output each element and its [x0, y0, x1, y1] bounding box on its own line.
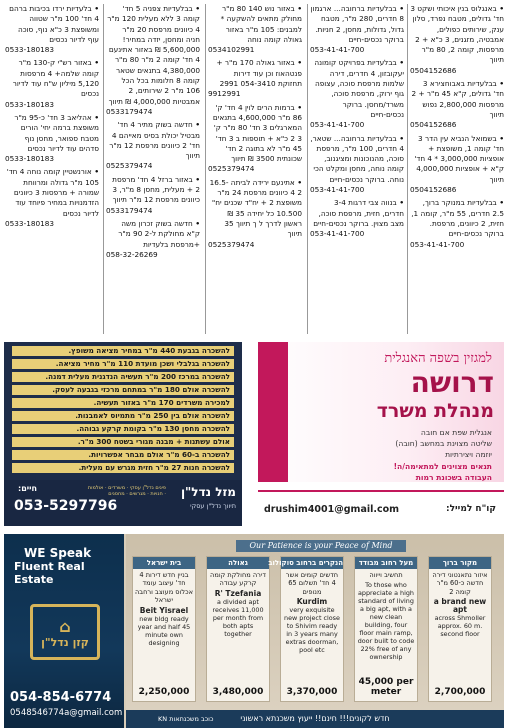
ad-phone: 9912991: [208, 89, 241, 99]
ad-phone: 0504152686: [410, 185, 457, 195]
agency-logo-text: קזן נדל"ן: [41, 636, 89, 649]
ad-phone: 0533179474: [106, 106, 153, 116]
classified-column-2: [310, 4, 404, 336]
contact-label: חיים:: [18, 484, 37, 493]
classifieds-grid: [0, 0, 508, 338]
listing-price: 45,000 per meter: [358, 677, 414, 697]
deal-line: להשכרה בגבעת 440 מ"ר במחיר מציאה משופץ.: [12, 346, 234, 356]
contact-phone: 053-5297796: [14, 498, 118, 514]
agency-services: פינים נדל"ן עסקי · משרדים · אולמות · חנויות · מגרשים · מחסנים: [87, 485, 166, 497]
agency-subtitle: תיווך נדל"ן עסקי: [190, 502, 236, 510]
classified-column-1: [410, 4, 504, 336]
decorative-strip: [258, 342, 288, 482]
deal-line: להשכרה חנות 27 מ"ר חזית מגרש עם מעלית.: [12, 463, 234, 473]
ad-phone: 053-41-41-700: [310, 185, 365, 195]
classified-ad: • בבלעדיות במנוקר ברוך, 2.5 חדרים, 55 מ"ר, קומה 1, חזית, 2 כיוונים, מרפסת. ברוקר נכסים-חיים 053-41-41-700: [410, 198, 504, 249]
mortgage-logo: KN כוכב משכנתאות: [158, 715, 214, 723]
ad-phone: 0533179474: [106, 205, 153, 215]
agency-logo: [30, 604, 100, 660]
listing-text-en: R' Tzefania a divided apt receives 11,000 per month from both apts together: [212, 588, 264, 638]
classified-ad: • בבלעדיות ברחובה... שטאר, 4 חדרים, 100 מ"ר, מרפסת סוכה, מהנוכונות ומציגנוב, קומה נוחה, מחסן ומקלט הכי נוחה. ברוקר נכסים-חיים 053-41-41-700: [310, 133, 404, 195]
listing-text-he: דירה מחולקת קומה קרקע עבודה: [210, 571, 266, 588]
classified-ad: • באזור גאולה 170 מ"ר + פנטהאוז וכן עוד דירות תחזוקת 054-3410 2991 9912991: [208, 58, 302, 99]
classified-column-3: [208, 4, 302, 336]
ad-phone: 0525379474: [208, 239, 255, 249]
classified-ad: • בשמואל הנביא עין הדר 3 חד' קומה 1, משופצת + אופציות 3,000,000 * 4 חד' ק"א + אופציות 4,000,000 תיווך 0504152686: [410, 133, 504, 195]
classified-ad: • בבלעדיות באבוחצירא 3 חד' גדולים, ק"א 45 מ"ר + 2 מרפסות 2,800,000 נפוש תיווך 0504152686: [410, 79, 504, 130]
tagline-we-speak: WE Speak: [24, 546, 92, 560]
listing-text-en: Kurdim very exquisite new project close to Shivim ready in 3 years many extras doorman, pool etc: [284, 597, 340, 655]
ad-phone: 0525379474: [208, 164, 255, 174]
listing-text-en: a brand new apt across Shmoller approx. 60 m. second floor: [433, 597, 487, 639]
listing-text-he: איזור נתאנטוני דירה חדשה כ-60 מ"ר קומה 2: [432, 571, 488, 596]
classified-ad: • ברמות הרים לוין 4 חד' ק' 86 מ"ר 4,600,000 בתנאים המארגלים 3 חד' 80 מ"ר ק' 3 2 כ"א + תוספות ב 3 חד' 45 מ"ר לא בתוגה 2 חד' שכונתית 3500 ₪ תיווך 0525379474: [208, 102, 302, 174]
job-ad-contact-bar: [258, 490, 504, 522]
ad-phone: 0533-180183: [5, 218, 55, 228]
listing-card: [268, 556, 344, 702]
classified-ad: • בנווה צבי דרגות 3-4 חדרים, חזית, מרפסת סוכה, מצב מצוין. ברוקר נכסים-חיים 053-41-41-700: [310, 198, 404, 239]
deal-line: להשכרה מחסן 130 מ"ר בקומת קרקע גבוהה.: [12, 424, 234, 434]
classified-column-4: [106, 4, 200, 336]
deal-line: אולם עשתנות + מבנה מגורי בשטח 300 מ"ר.: [12, 437, 234, 447]
agency-phone: 054-854-6774: [10, 690, 112, 705]
listing-location: מקור ברוך: [429, 557, 491, 569]
listing-text-he: בניין חדש דירות 4 חד' עיצוב עומד אכלוס מעוצב ורחבה ישראל: [135, 571, 193, 605]
listing-price: 2,700,000: [434, 687, 486, 697]
classified-ad: • בלעדיות ירדו בכיבות ברהם 4 חד' 100 מ"ר שטווה ומשופצת 3 כ"א נוף, סוכה עוף לדיור נכסים 0533-180183: [5, 4, 99, 55]
cv-label: קו"ח למייל:: [445, 504, 496, 514]
listing-location: גאולה: [207, 557, 269, 569]
listings-panel: [126, 534, 504, 728]
ad-phone: 0533-180183: [5, 99, 55, 109]
job-offer: תנאים מצוינים למתאימה/ה!: [393, 462, 492, 471]
ad-phone: 053-41-41-700: [310, 120, 365, 130]
job-ad: [258, 342, 504, 524]
job-ad-title: דרושה: [410, 366, 494, 399]
classified-ad: • באזור רש"י ק-130 מ"ר קומה שלמה+ 4 מרפסות 5,120 מיליון ש"ח עוד לדיור נכסים 0533-180183: [5, 58, 99, 109]
contact-email[interactable]: drushim4001@gmail.com: [264, 504, 400, 515]
tagline-fluent: Fluent Real Estate: [14, 560, 85, 586]
listing-price: 2,250,000: [138, 687, 190, 697]
deal-line: להשכרה ב-60 מ"ר אולם מבחר אפשרויות.: [12, 450, 234, 460]
classified-ad: • בבלעדיות ברחובה... ארגמון 8 חדרים, 280 מ"ר, מטבח גדול, גדולות, מחסן, 2 חניות. ברוקר נכסים-חיים 053-41-41-700: [310, 4, 404, 55]
deal-list: [12, 346, 234, 476]
classified-ad: • בבלעדיות בפרויקט קומונה יעקובזון, 4 חדרים, דירה שלמות מרפסת סוכה, עצופה גוף ירוק, מרפסת סוכה, משרד/מחסן. ברוקר נכסים-חיים 053-41-41-700: [310, 58, 404, 130]
classified-ad: • אתינעם ירידה לביתה 16.5-2 4 כיוונים מרפסת 24 מ"ר משופצת 2 + יח"ד שכנים יח" 10.500 כל יחידה 35 ₪ ראשון לדרך ל ך תיווך 35 תיווך 0525379474: [208, 177, 302, 249]
agency-name: מזל נדל"ן: [180, 485, 236, 499]
listing-card: [354, 556, 418, 702]
ad-phone: 053-41-41-700: [310, 45, 365, 55]
job-location: העבודה בשכונת רמות: [415, 473, 492, 482]
ad-phone: 0504152686: [410, 120, 457, 130]
agency-email[interactable]: 0548546774a@gmail.com: [10, 708, 123, 718]
agency-panel: [4, 534, 124, 728]
job-requirement: אנגלית שפת אם חובה: [420, 428, 492, 437]
slogan-banner: Our Patience is your Peace of Mind: [236, 540, 406, 552]
listing-location: הנקרים ברחוב סוקולוב: [268, 559, 343, 567]
residential-realestate-ad: [4, 534, 504, 728]
ad-phone: 0504152686: [410, 65, 457, 75]
job-ad-position: מנהלת משרד: [376, 400, 494, 422]
deal-line: להשכרה בגלבלי ושכן מועדת 110 מ"ר מחיר מציאה.: [12, 359, 234, 369]
classified-ad: • באזור ברזל 4 חד' מרפסת 2 + מעלית, מחסן 8 מ"ר, 3 כיוונים מרפסת 12 מ"ר תיווך 0533179474: [106, 174, 200, 215]
listing-price: 3,370,000: [286, 687, 338, 697]
classified-ad: • באנגלוס בנין איכותי ושקט 3 חד' גדולים, מטבח נפרד, סלון ענק, שירותים כפולים, אמבטיה, מזגנים, 3 כ"א + 2 מרפסות, קומה 2, 80 מ"ר תיווך 0504152686: [410, 4, 504, 75]
deal-line: למכירה משרדים 170 מ"ר באזור תעשיה.: [12, 398, 234, 408]
deal-line: להשכרה אולם בין 250 מ"ר מתמיוס לאמבנות.: [12, 411, 234, 421]
classified-ad: • חדשה בשוק זכרון משה ק"א מחולקת ל-2 90 מ"ר +מרפסת בלעדיות 058-32-26269: [106, 218, 200, 259]
ad-phone: 053-41-41-700: [310, 229, 365, 239]
ad-phone: 0533-180183: [5, 154, 55, 164]
deal-line: להשכרה אולם 180 מ"ר במתחם מרכזי בגבעה לעסק.: [12, 385, 234, 395]
mortgage-footer: חדש לקונים!!! חינם!! ייעוץ משכנתא ראשוני: [126, 710, 504, 728]
classified-column-5: [5, 4, 99, 336]
column-divider: [407, 4, 408, 334]
listing-card: [206, 556, 270, 702]
listing-text-he: חדשים קומים אשר 4 חד' תשלום 65 מנופים: [285, 571, 339, 596]
job-ad-heading: למגזין בשפה האנגלית: [384, 351, 492, 366]
ad-phone: 0533-180183: [5, 45, 55, 55]
listing-location: בית ישראל: [133, 557, 195, 569]
listing-text-he: תחשיב וייווה: [369, 571, 403, 579]
column-divider: [205, 4, 206, 334]
classified-ad: • חדשה בשוק מתיר 4 חד' מבטיל יכולת בסיס מאייהם 4 חד' 2 כיוונים מרפסת 12 מ"ר תיווך 0525379474: [106, 120, 200, 171]
classified-ad: • באזור נוש 140 80 מ"ר מחולק מתאים להשקעה * למבנים: 105 מ"ר באזור גאולה קומה נוחה 0534102991: [208, 4, 302, 55]
listing-price: 3,480,000: [212, 687, 264, 697]
house-icon: ⌂: [59, 617, 71, 636]
classified-ad: • בבלעדיות צפניה 5 חד' קומה 3 ללא מעלית 120 מ"ר 4 כיוונים מרפסת 20 מ"ר חניה ומחסן, יזדה במחיר! 5,600,000 ₪ באזור אתינעם 4 חד' קומה 2 מ"ר 80 מ"ר 4,380,000 בתנאים שטאר קומה 8 חלומות בכל הכל 106 מ"ר 2 שירותים, 2 אמבטיות 4,000,000 ₪ תיווך 0533179474: [106, 4, 200, 116]
ad-phone: 0534102991: [208, 45, 255, 55]
classified-ad: • אורנשטיין קומה נוחה 4 חד' 105 מ"ר גדולה ומרווחת שמורה + מרפסות 3 כיוונים הזדמנויות במחיר פיוחד עוד לדיור נכסים 0533-180183: [5, 167, 99, 228]
classified-ad: • אהליאב 3 חד' כ-95 מ"ר משופצת ברמה יחי' הורים מטבח ספואר, מחסן נוף סדהים עוד לדיור נכסים 0533-180183: [5, 112, 99, 164]
listing-location: מעל רחוב מבודד: [355, 557, 417, 569]
listing-text-en: Beit Yisrael new bldg ready year and half 45 minute own designing: [137, 605, 191, 647]
ad-phone: 053-41-41-700: [410, 239, 465, 249]
job-requirement: יוזמה ויצירתיות: [445, 450, 492, 459]
listing-card: [132, 556, 196, 702]
listing-text-en: To those who appreciate a high standard of living a big apt, with a new clean building, four floor main ramp, door built to code 22% free of any ownership: [357, 581, 415, 662]
job-requirement: שליטה מצוינת במחשב (חובה): [395, 439, 492, 448]
deal-line: להשכרה במרכז 200 מ"ר תעשיה הנדגנית מעלית דמנה.: [12, 372, 234, 382]
column-divider: [103, 4, 104, 334]
listing-card: [428, 556, 492, 702]
ad-phone: 0525379474: [106, 161, 153, 171]
commercial-realestate-ad: [4, 342, 242, 526]
ad-phone: 058-32-26269: [106, 249, 158, 259]
column-divider: [307, 4, 308, 334]
